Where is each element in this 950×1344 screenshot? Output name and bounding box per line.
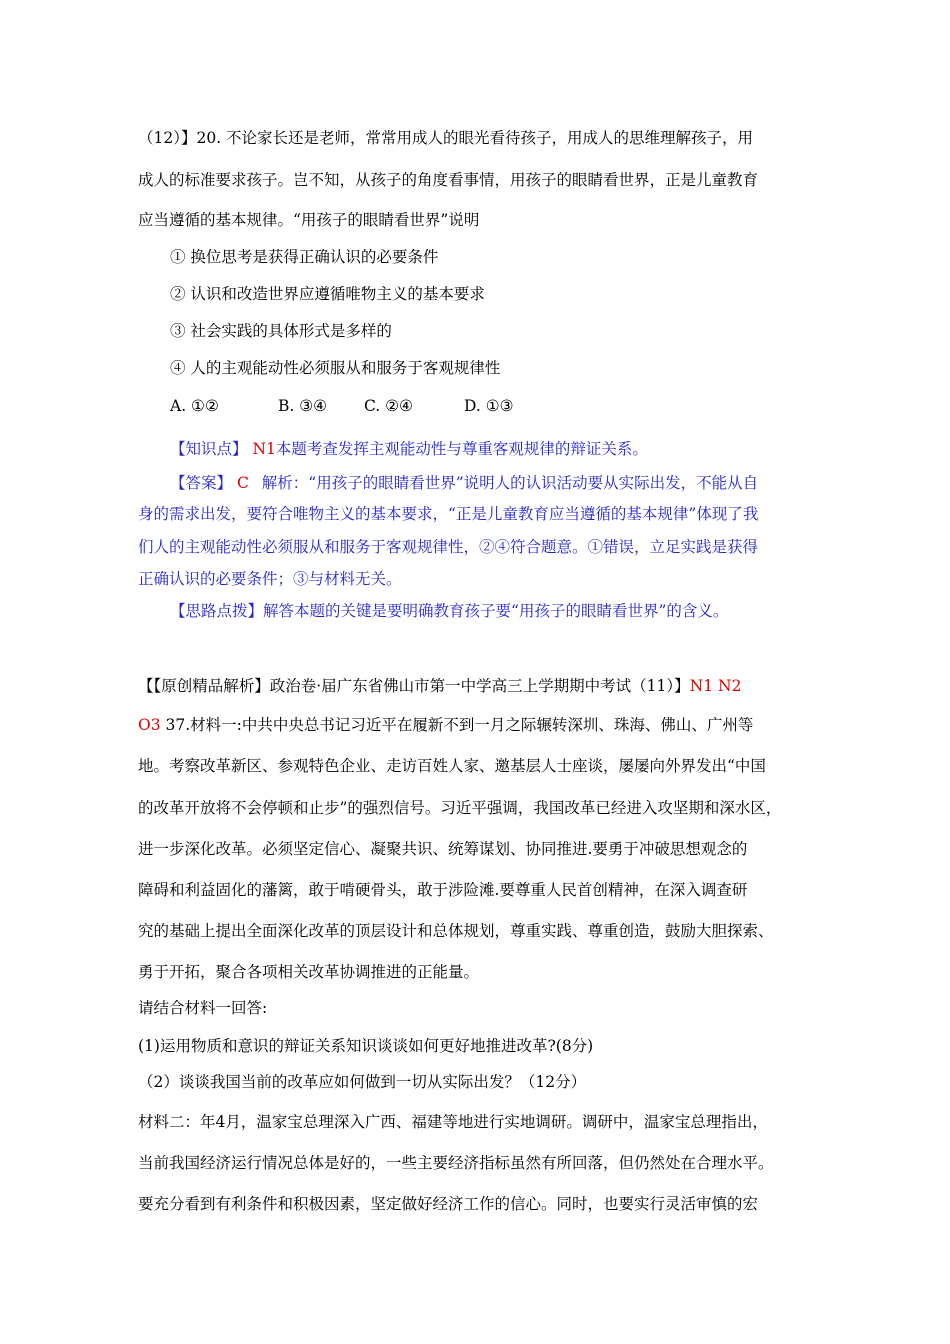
q20-item-1: ① 换位思考是获得正确认识的必要条件: [170, 248, 439, 266]
q37-prompt: 请结合材料一回答:: [138, 999, 268, 1017]
q37-material2-line-1: 材料二：年4月，温家宝总理深入广西、福建等地进行实地调研。调研中，温家宝总理指出，: [138, 1113, 768, 1131]
answer-value: C: [236, 474, 249, 492]
q37-codes: N1 N2: [689, 677, 742, 695]
knowledge-code: N1: [252, 440, 276, 458]
q20-item-3: ③ 社会实践的具体形式是多样的: [170, 322, 392, 340]
answer-text-1: 解析：“用孩子的眼睛看世界”说明人的认识活动要从实际出发，不能从自: [261, 474, 759, 492]
q37-material1-line-1: [138, 715, 753, 735]
answer-label: 【答案】: [170, 474, 233, 492]
q37-sub-question-2: （2）谈谈我国当前的改革应如何做到一切从实际出发？（12分）: [138, 1073, 587, 1091]
q37-material1-line-5: 障碍和利益固化的藩篱，敢于啃硬骨头，敢于涉险滩.要尊重人民首创精神，在深入调查研: [138, 881, 748, 899]
q37-sub-question-1: (1)运用物质和意识的辩证关系知识谈谈如何更好地推进改革?(8分): [138, 1037, 594, 1055]
answer-line-1: [170, 473, 758, 493]
option-d: D. ①③: [464, 397, 514, 415]
q37-material2-line-2: 当前我国经济运行情况总体是好的，一些主要经济指标虽然有所回落，但仍然处在合理水平。: [138, 1154, 774, 1172]
q20-line-2: 成人的标准要求孩子。岂不知，从孩子的角度看事情，用孩子的眼睛看世界，正是儿童教育: [138, 171, 759, 189]
q20-line-3: 应当遵循的基本规律。“用孩子的眼睛看世界”说明: [138, 211, 480, 229]
q37-material1-line-4: 进一步深化改革。必须坚定信心、凝聚共识、统筹谋划、协同推进.要勇于冲破思想观念的: [138, 840, 748, 858]
q37-material1-line-7: 勇于开拓，聚合各项相关改革协调推进的正能量。: [138, 963, 480, 981]
answer-line-3: 们人的主观能动性必须服从和服务于客观规律性，②④符合题意。①错误，立足实践是获得: [138, 538, 759, 556]
q20-line-1: （12）】20. 不论家长还是老师，常常用成人的眼光看待孩子，用成人的思维理解孩子，用: [138, 129, 754, 147]
knowledge-label: 【知识点】: [170, 440, 248, 458]
q37-material1-text-1: 37.材料一:中共中央总书记习近平在履新不到一月之际辗转深圳、珠海、佛山、广州等: [165, 716, 754, 734]
q37-material1-line-2: 地。考察改革新区、参观特色企业、走访百姓人家、邀基层人士座谈，屡屡向外界发出“中国: [138, 757, 766, 775]
q20-item-4: ④ 人的主观能动性必须服从和服务于客观规律性: [170, 359, 501, 377]
option-c: C. ②④: [364, 397, 413, 415]
q37-material2-line-3: 要充分看到有利条件和积极因素，坚定做好经济工作的信心。同时，也要实行灵活审慎的宏: [138, 1195, 759, 1213]
q37-material1-line-6: 究的基础上提出全面深化改革的顶层设计和总体规划，尊重实践、尊重创造，鼓励大胆探索、: [138, 922, 774, 940]
q20-options: [170, 396, 514, 416]
q37-source: 【【原创精品解析】政治卷·届广东省佛山市第一中学高三上学期期中考试（11）】: [138, 677, 690, 695]
answer-line-2: 身的需求出发，要符合唯物主义的基本要求，“正是儿童教育应当遵循的基本规律”体现了我: [138, 505, 759, 523]
option-b: B. ③④: [278, 397, 328, 415]
option-a: A. ①②: [170, 397, 219, 415]
hint-text: 解答本题的关键是要明确教育孩子要“用孩子的眼睛看世界”的含义。: [263, 602, 729, 620]
q37-code-o3: O3: [138, 716, 161, 734]
answer-line-4: 正确认识的必要条件；③与材料无关。: [138, 570, 402, 588]
hint-label: 【思路点拨】: [170, 602, 264, 620]
knowledge-point: [170, 439, 648, 459]
q20-item-2: ② 认识和改造世界应遵循唯物主义的基本要求: [170, 285, 485, 303]
q37-material1-line-3: 的改革开放将不会停顿和止步”的强烈信号。习近平强调，我国改革已经进入攻坚期和深水区，: [138, 799, 782, 817]
q37-header: [138, 676, 741, 696]
hint-line: [170, 601, 728, 621]
knowledge-text: 本题考查发挥主观能动性与尊重客观规律的辩证关系。: [275, 440, 648, 458]
